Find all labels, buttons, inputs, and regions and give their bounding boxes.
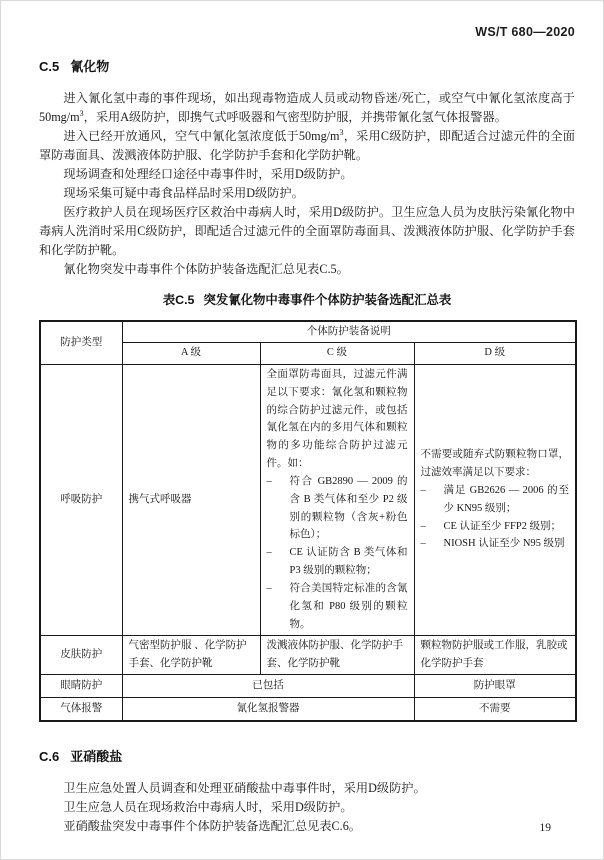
section-c5-heading: [39, 56, 575, 75]
section-c6-heading: [39, 746, 575, 765]
section-c5-number: C.5: [39, 59, 60, 74]
table-row-gas-alarm: [40, 697, 576, 721]
list-item: [421, 535, 570, 553]
table-caption-label: 表C.5: [162, 293, 195, 307]
table-caption-title: 突发氰化物中毒事件个体防护装备选配汇总表: [203, 293, 452, 307]
cell-text: 全面罩防毒面具，过滤元件满足以下要求：氰化氢和颗粒物的综合防护过滤元件，或包括氰化氢在内的多用气体和颗粒物的多功能综合防护过滤元件。如：: [266, 368, 408, 470]
list-item-text: 符合美国特定标准的含氰化氢和 P80 级别的颗粒物。: [289, 582, 408, 630]
paragraph: 氰化物突发中毒事件个体防护装备选配汇总见表C.5。: [63, 262, 349, 276]
paragraph: 亚硝酸盐突发中毒事件个体防护装备选配汇总见表C.6。: [63, 818, 361, 833]
paragraph: 现场采集可疑中毒食品样品时采用D级防护。: [63, 186, 304, 200]
paragraph-text: 进入氰化氢中毒的事件现场，如出现毒物造成人员或动物昏迷/死亡，或空气中氰化氢浓度高于50mg/m: [39, 91, 575, 124]
list-item-text: 符合 GB2890 — 2009 的含 B 类气体和至少 P2 级别的颗粒物（含灰+粉色标色）；: [289, 475, 408, 541]
superscript: 3: [339, 127, 344, 137]
section-c6-number: C.6: [39, 748, 60, 764]
paragraph: [39, 127, 575, 165]
cell-eye-ac: 已包括: [122, 674, 414, 697]
cell-skin-c: 泼溅液体防护服、化学防护手套、化学防护靴: [260, 635, 414, 674]
header-cell-level-a: A 级: [122, 342, 260, 364]
dash-bullet: –: [420, 520, 426, 532]
cell-eye-d: 防护眼罩: [414, 674, 576, 697]
list-item: [421, 518, 570, 536]
cell-gas-alarm-d: 不需要: [414, 697, 576, 721]
table-row-eye: [40, 674, 576, 697]
row-label-skin: 皮肤防护: [40, 635, 122, 674]
section-c6-title: 亚硝酸盐: [70, 748, 123, 764]
list-item: [267, 580, 408, 634]
dash-bullet: –: [420, 538, 426, 550]
list-item: [421, 482, 570, 518]
list-item-text: CE 认证防含 B 类气体和 P3 级别的颗粒物；: [289, 547, 408, 577]
cell-respiratory-a: 携气式呼吸器: [122, 364, 260, 635]
cell-respiratory-c: [260, 364, 414, 635]
doc-number: WS/T 680—2020: [475, 25, 575, 39]
paragraph-text: ，采用C级防护，即配适合过滤元件的全面罩防毒面具、泼溅液体防护服、化学防护手套和化学防护靴。: [39, 129, 575, 162]
paragraph-text: 进入已经开放通风，空气中氰化氢浓度低于50mg/m: [63, 129, 340, 143]
paragraph: 卫生应急处置人员调查和处理亚硝酸盐中毒事件时，采用D级防护。: [63, 780, 426, 795]
dash-bullet: –: [266, 547, 272, 559]
dash-bullet: –: [266, 582, 272, 594]
section-c6-body: [39, 779, 575, 836]
section-c5-body: [39, 89, 575, 279]
cell-skin-d: 颗粒物防护服或工作服，乳胶或化学防护手套: [414, 635, 576, 674]
page-content: [39, 1, 575, 836]
list-item-text: 满足 GB2626 — 2006 的至少 KN95 级别；: [443, 484, 569, 514]
cell-gas-alarm-ac: 氰化氢报警器: [122, 697, 414, 721]
section-c5-title: 氰化物: [70, 59, 110, 74]
superscript: 3: [79, 108, 84, 118]
row-label-gas-alarm: 气体报警: [40, 697, 122, 721]
dash-bullet: –: [266, 475, 272, 487]
list-item-text: CE 认证至少 FFP2 级别；: [443, 520, 562, 532]
paragraph: [39, 89, 575, 127]
cell-respiratory-d: [414, 364, 576, 635]
table-row-respiratory: [40, 364, 576, 635]
cell-skin-a: 气密型防护服 、化学防护手套、化学防护靴: [122, 635, 260, 674]
list-item-text: NIOSH 认证至少 N95 级别: [443, 538, 565, 550]
paragraph-text: ，采用A级防护，即携气式呼吸器和气密型防护服，并携带氰化氢气体报警器。: [83, 110, 507, 124]
ppe-selection-table: [39, 320, 577, 722]
paragraph: 卫生应急人员在现场救治中毒病人时，采用D级防护。: [63, 799, 353, 814]
list-item: [267, 473, 408, 544]
dash-bullet: –: [420, 484, 426, 496]
page-number: 19: [539, 822, 551, 834]
header-cell-level-c: C 级: [260, 342, 414, 364]
header-cell-level-d: D 级: [414, 342, 576, 364]
row-label-eye: 眼睛防护: [40, 674, 122, 697]
paragraph: 现场调查和处理经口途径中毒事件时，采用D级防护。: [63, 167, 353, 181]
row-label-respiratory: 呼吸防护: [40, 364, 122, 635]
list-item: [267, 544, 408, 580]
paragraph: 医疗救护人员在现场医疗区救治中毒病人时，采用D级防护。卫生应急人员为皮肤污染氰化物中毒病人洗消时采用C级防护，即配适合过滤元件的全面罩防毒面具、泼溅液体防护服、化学防护手套和化学防护靴。: [39, 205, 575, 257]
table-header-row-1: [40, 321, 576, 342]
table-row-skin: [40, 635, 576, 674]
table-caption: [39, 290, 575, 308]
header-cell-protection-type: 防护类型: [40, 321, 122, 364]
cell-text: 不需要或随弃式防颗粒物口罩，过滤效率满足以下要求：: [420, 449, 569, 478]
header-cell-equipment-span: 个体防护装备说明: [122, 321, 576, 342]
